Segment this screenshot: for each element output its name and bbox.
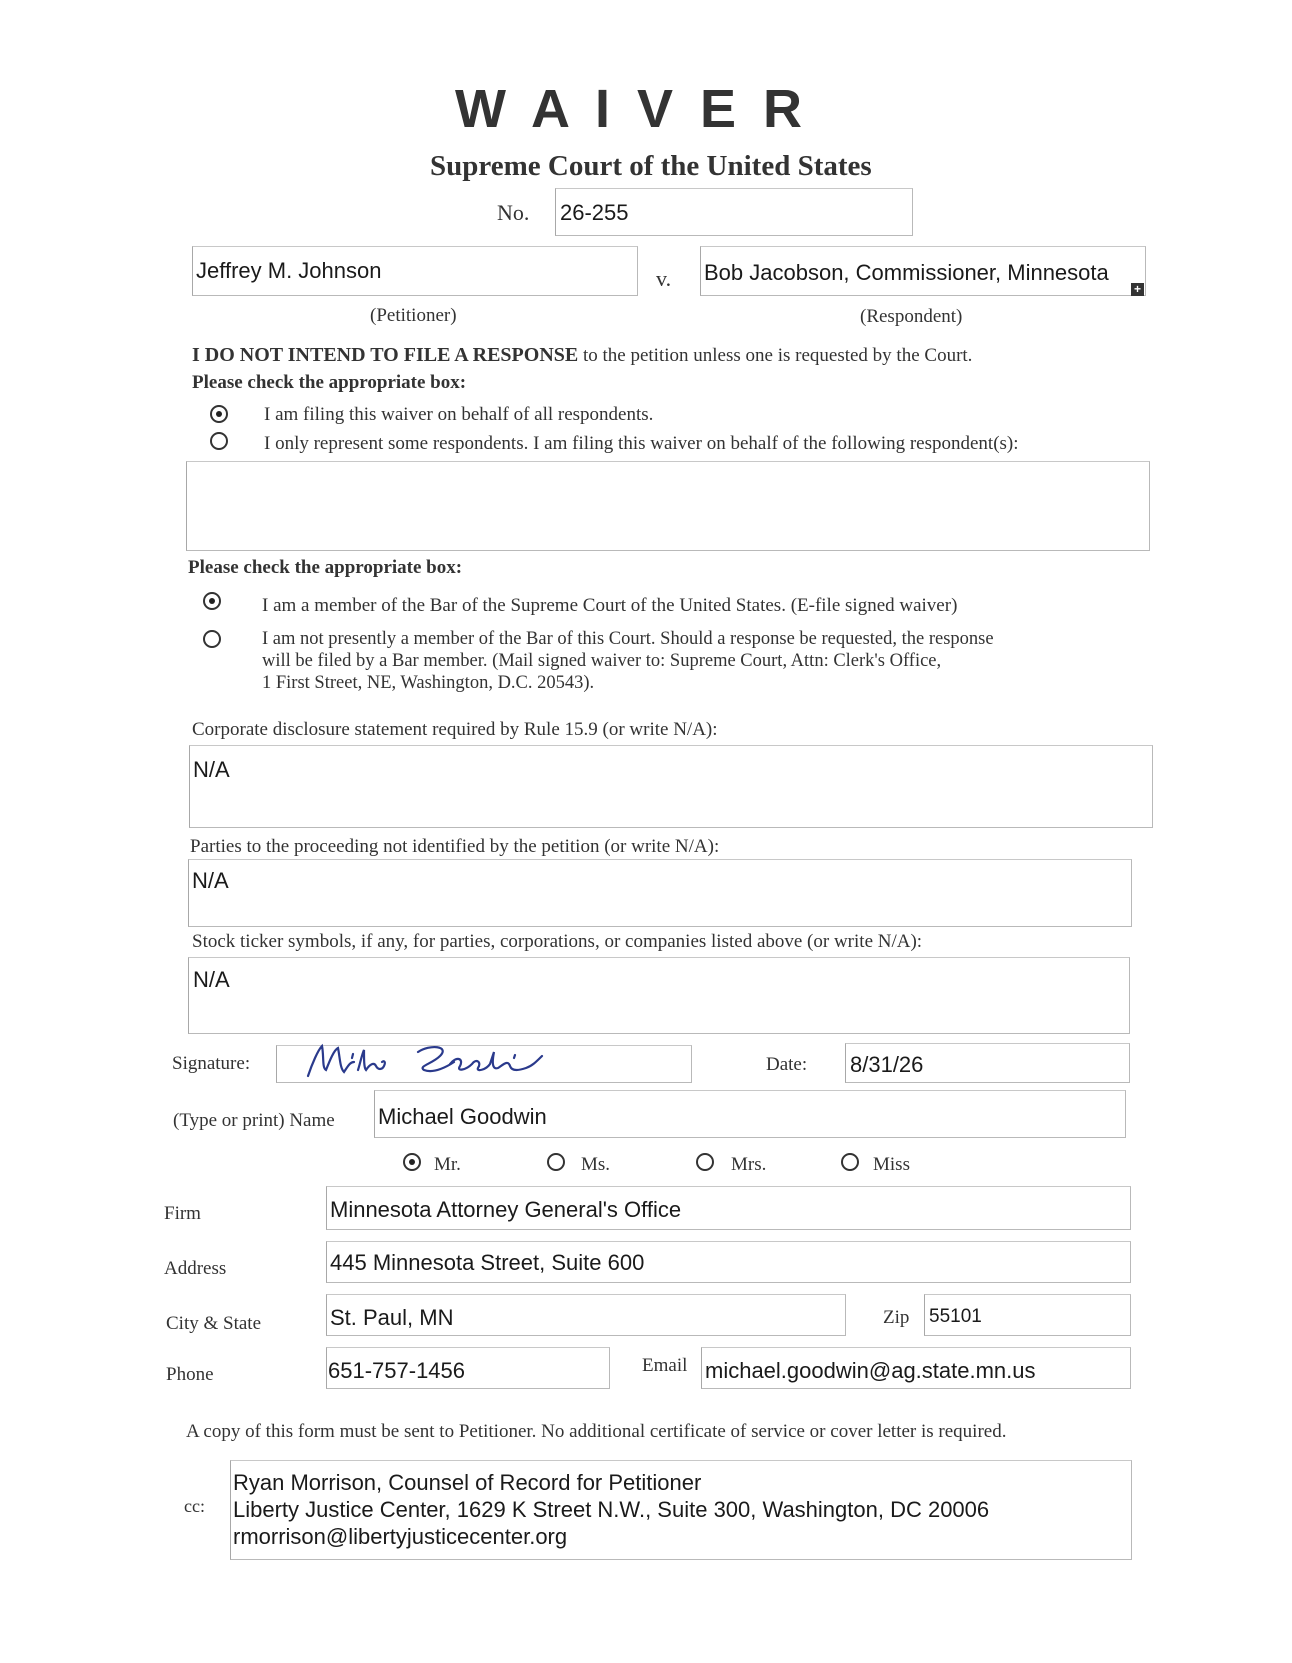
cc-label: cc: <box>184 1496 205 1516</box>
radio-title-miss[interactable] <box>841 1153 859 1171</box>
radio-title-ms[interactable] <box>547 1153 565 1171</box>
petitioner-value: Jeffrey M. Johnson <box>196 258 382 283</box>
radio-all-respondents[interactable] <box>210 405 228 423</box>
intent-bold: I DO NOT INTEND TO FILE A RESPONSE <box>192 344 579 366</box>
email-label: Email <box>642 1355 688 1376</box>
case-number-label: No. <box>497 200 530 225</box>
option-bar-member-label: I am a member of the Bar of the Supreme Court of the United States. (E-file signed waiver) <box>262 595 958 616</box>
city-state-label: City & State <box>166 1313 261 1334</box>
expand-field-icon[interactable]: + <box>1131 283 1144 296</box>
group2-heading: Please check the appropriate box: <box>188 557 463 578</box>
option-not-member-line2: will be filed by a Bar member. (Mail signed waiver to: Supreme Court, Attn: Clerk's Office, <box>262 651 942 671</box>
firm-label: Firm <box>164 1203 201 1224</box>
respondents-list-field[interactable] <box>186 461 1150 551</box>
petitioner-caption: (Petitioner) <box>370 305 457 326</box>
option-not-member-line3: 1 First Street, NE, Washington, D.C. 20543). <box>262 673 595 693</box>
option-some-respondents-label: I only represent some respondents. I am filing this waiver on behalf of the following respondent(s): <box>264 433 1019 454</box>
parties-field[interactable] <box>188 859 1132 927</box>
address-label: Address <box>164 1258 227 1279</box>
option-all-respondents-label: I am filing this waiver on behalf of all respondents. <box>264 404 654 425</box>
phone-label: Phone <box>166 1364 214 1385</box>
cc-line-2: Liberty Justice Center, 1629 K Street N.W., Suite 300, Washington, DC 20006 <box>233 1497 990 1522</box>
ticker-field[interactable] <box>188 957 1130 1034</box>
handwritten-signature <box>300 1036 580 1084</box>
zip-value: 55101 <box>929 1306 982 1327</box>
form-title: W A I V E R <box>455 79 809 139</box>
corporate-disclosure-value: N/A <box>193 757 230 782</box>
radio-title-mrs[interactable] <box>696 1153 714 1171</box>
title-miss-label: Miss <box>873 1154 910 1175</box>
radio-title-mr[interactable] <box>403 1153 421 1171</box>
title-ms-label: Ms. <box>581 1154 611 1175</box>
corporate-disclosure-field[interactable] <box>189 745 1153 828</box>
respondent-value: Bob Jacobson, Commissioner, Minnesota <box>704 260 1109 285</box>
corporate-disclosure-label: Corporate disclosure statement required by Rule 15.9 (or write N/A): <box>192 719 718 740</box>
cc-line-1: Ryan Morrison, Counsel of Record for Petitioner <box>233 1470 702 1495</box>
address-value: 445 Minnesota Street, Suite 600 <box>330 1250 645 1275</box>
option-not-member-line1: I am not presently a member of the Bar of this Court. Should a response be requested, the response <box>262 629 994 649</box>
ticker-value: N/A <box>193 967 230 992</box>
versus-label: v. <box>656 266 672 291</box>
case-number-value: 26-255 <box>560 200 629 225</box>
title-mrs-label: Mrs. <box>731 1154 767 1175</box>
date-label: Date: <box>766 1054 808 1075</box>
email-value: michael.goodwin@ag.state.mn.us <box>705 1358 1036 1383</box>
intent-rest: to the petition unless one is requested by the Court. <box>578 345 973 366</box>
date-value: 8/31/26 <box>850 1052 924 1077</box>
phone-value: 651-757-1456 <box>328 1358 466 1383</box>
signature-label: Signature: <box>172 1053 251 1074</box>
title-mr-label: Mr. <box>434 1154 461 1175</box>
court-name: Supreme Court of the United States <box>430 150 872 182</box>
intent-statement <box>192 344 972 367</box>
radio-bar-member[interactable] <box>203 592 221 610</box>
radio-some-respondents[interactable] <box>210 432 228 450</box>
city-state-value: St. Paul, MN <box>330 1305 454 1330</box>
radio-not-bar-member[interactable] <box>203 630 221 648</box>
parties-value: N/A <box>192 868 229 893</box>
ticker-label: Stock ticker symbols, if any, for parties, corporations, or companies listed above (or write N/A): <box>192 931 923 952</box>
firm-value: Minnesota Attorney General's Office <box>330 1197 682 1222</box>
name-value: Michael Goodwin <box>378 1104 547 1129</box>
zip-label: Zip <box>883 1307 910 1328</box>
cc-line-3: rmorrison@libertyjusticecenter.org <box>233 1524 568 1549</box>
respondent-caption: (Respondent) <box>860 306 963 327</box>
name-label: (Type or print) Name <box>173 1110 335 1131</box>
copy-notice: A copy of this form must be sent to Petitioner. No additional certificate of service or cover letter is required. <box>186 1421 1007 1442</box>
group1-heading: Please check the appropriate box: <box>192 372 467 393</box>
parties-label: Parties to the proceeding not identified by the petition (or write N/A): <box>190 836 720 857</box>
